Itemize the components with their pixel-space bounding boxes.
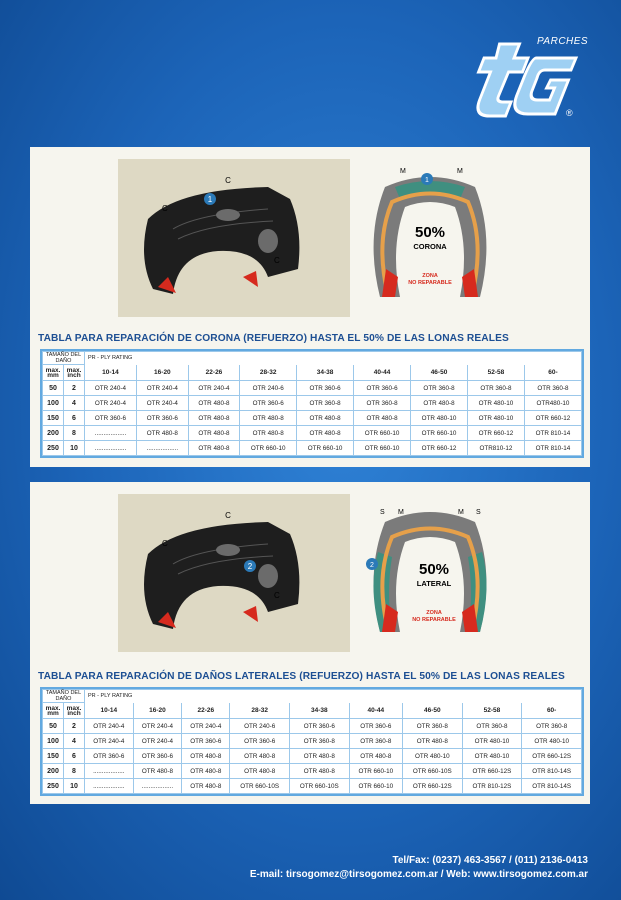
size-inch-header: max. inch: [64, 703, 85, 719]
patch-cell: OTR 360-6: [85, 749, 134, 764]
patch-cell: OTR 810-14: [524, 441, 581, 456]
table-title: TABLA PARA REPARACIÓN DE CORONA (REFUERZO) HASTA EL 50% DE LAS LONAS REALES: [38, 333, 509, 344]
patch-cell: OTR 360-6: [182, 734, 230, 749]
table-row: [43, 441, 582, 456]
ply-range-header: 10-14: [85, 703, 134, 719]
patch-cell: OTR 810-14S: [522, 779, 582, 794]
ply-header: PR - PLY RATING: [85, 690, 582, 703]
size-inch: 4: [64, 734, 85, 749]
svg-text:M: M: [398, 509, 404, 516]
illustration-pointer: [334, 560, 350, 588]
patch-cell: OTR 480-10: [467, 396, 524, 411]
ply-range-header: 46-50: [403, 703, 463, 719]
ply-range-header: 16-20: [133, 703, 182, 719]
patch-cell: OTR 480-8: [230, 749, 290, 764]
size-inch: 6: [64, 411, 85, 426]
patch-cell: OTR 480-8: [349, 749, 402, 764]
patch-cell: OTR 360-8: [524, 381, 581, 396]
svg-text:S: S: [380, 509, 385, 516]
patch-cell: OTR 660-12: [524, 411, 581, 426]
size-inch: 4: [64, 396, 85, 411]
patch-cell: OTR 360-8: [462, 719, 522, 734]
size-header: TAMAÑO DEL DAÑO: [43, 352, 85, 365]
patch-cell: OTR 360-6: [290, 719, 350, 734]
table-row: [43, 426, 582, 441]
patch-cell: OTR 660-10: [349, 779, 402, 794]
svg-text:M: M: [457, 168, 463, 175]
patch-cell: OTR 240-4: [85, 381, 137, 396]
ply-range-header: 46-50: [411, 365, 468, 381]
patch-cell: OTR 240-4: [136, 396, 188, 411]
patch-cell: OTR 240-4: [85, 734, 134, 749]
svg-text:S: S: [476, 509, 481, 516]
patch-cell: OTR 240-6: [230, 719, 290, 734]
patch-cell: ..................: [85, 426, 137, 441]
patch-cell: OTR 360-6: [136, 411, 188, 426]
patch-cell: OTR 480-8: [182, 779, 230, 794]
patch-cell: OTR 480-8: [230, 764, 290, 779]
tire-illustration-lateral: [118, 494, 350, 652]
patch-cell: OTR 480-8: [240, 411, 297, 426]
patch-cell: OTR 240-6: [240, 381, 297, 396]
size-mm: 150: [43, 749, 64, 764]
patch-cell: OTR 810-14S: [522, 764, 582, 779]
ply-range-header: 60-: [524, 365, 581, 381]
svg-text:LATERAL: LATERAL: [416, 579, 452, 588]
patch-cell: OTR 360-8: [522, 719, 582, 734]
measure-label: C: [225, 176, 231, 185]
repair-table: [40, 349, 584, 458]
patch-cell: OTR 660-12S: [403, 779, 463, 794]
patch-cell: OTR 360-8: [411, 381, 468, 396]
size-mm: 100: [43, 396, 64, 411]
size-mm: 250: [43, 779, 64, 794]
size-mm-header: max. mm: [43, 365, 64, 381]
table-row: [43, 411, 582, 426]
patch-cell: OTR 360-8: [467, 381, 524, 396]
ply-range-header: 40-44: [354, 365, 411, 381]
patch-cell: OTR 240-4: [182, 719, 230, 734]
size-inch: 10: [64, 779, 85, 794]
table-row: [43, 734, 582, 749]
patch-cell: OTR 480-8: [133, 764, 182, 779]
svg-text:2: 2: [370, 562, 374, 569]
patch-cell: OTR 660-12S: [522, 749, 582, 764]
illustration-pointer: [334, 225, 350, 253]
size-mm: 150: [43, 411, 64, 426]
tire-illustration-crown: [118, 159, 350, 317]
patch-cell: OTR 480-8: [240, 426, 297, 441]
patch-cell: OTR 360-8: [349, 734, 402, 749]
patch-cell: OTR 240-4: [133, 734, 182, 749]
ply-range-header: 22-26: [182, 703, 230, 719]
registered-mark: ®: [566, 108, 573, 118]
footer-contact: E-mail: tirsogomez@tirsogomez.com.ar / Web: www.tirsogomez.com.ar: [249, 869, 588, 880]
size-inch: 6: [64, 749, 85, 764]
svg-text:C: C: [225, 511, 231, 520]
lateral-repair-panel: [30, 482, 590, 804]
patch-cell: OTR 660-10S: [403, 764, 463, 779]
repair-table: [40, 687, 584, 796]
patch-cell: OTR 480-8: [297, 426, 354, 441]
svg-text:C: C: [274, 256, 280, 265]
patch-cell: OTR 480-10: [403, 749, 463, 764]
ply-range-header: 52-58: [462, 703, 522, 719]
patch-cell: OTR 480-8: [290, 749, 350, 764]
patch-cell: OTR 480-8: [403, 734, 463, 749]
patch-cell: OTR 360-6: [240, 396, 297, 411]
size-mm: 200: [43, 426, 64, 441]
ply-range-header: 60-: [522, 703, 582, 719]
table-row: [43, 396, 582, 411]
patch-cell: OTR 810-12S: [462, 779, 522, 794]
cross-section-crown: [360, 157, 500, 312]
svg-text:ZONA: ZONA: [426, 610, 442, 616]
crown-repair-panel: [30, 147, 590, 467]
patch-cell: OTR 480-10: [462, 734, 522, 749]
patch-cell: OTR 660-12: [467, 426, 524, 441]
patch-cell: OTR810-12: [467, 441, 524, 456]
patch-cell: OTR 480-10: [462, 749, 522, 764]
ply-range-header: 34-38: [297, 365, 354, 381]
ply-range-header: 52-58: [467, 365, 524, 381]
patch-cell: OTR 660-10S: [290, 779, 350, 794]
size-mm: 250: [43, 441, 64, 456]
patch-cell: OTR 360-6: [85, 411, 137, 426]
patch-cell: OTR 480-10: [467, 411, 524, 426]
size-inch: 2: [64, 719, 85, 734]
size-inch: 10: [64, 441, 85, 456]
size-mm-header: max. mm: [43, 703, 64, 719]
patch-cell: OTR 480-8: [136, 426, 188, 441]
patch-cell: OTR 480-8: [297, 411, 354, 426]
patch-cell: OTR 360-6: [349, 719, 402, 734]
svg-text:M: M: [458, 509, 464, 516]
svg-text:1: 1: [425, 177, 429, 184]
svg-text:NO REPARABLE: NO REPARABLE: [412, 617, 456, 623]
patch-cell: OTR 240-4: [85, 396, 137, 411]
patch-cell: OTR 360-8: [297, 396, 354, 411]
svg-text:2: 2: [247, 562, 253, 571]
table-title: TABLA PARA REPARACIÓN DE DAÑOS LATERALES (REFUERZO) HASTA EL 50% DE LAS LONAS REALES: [38, 671, 565, 682]
patch-cell: OTR 660-10: [349, 764, 402, 779]
ply-range-header: 16-20: [136, 365, 188, 381]
size-inch: 8: [64, 764, 85, 779]
table-row: [43, 764, 582, 779]
patch-cell: OTR 240-4: [133, 719, 182, 734]
table-row: [43, 779, 582, 794]
ply-range-header: 40-44: [349, 703, 402, 719]
patch-cell: OTR 240-4: [136, 381, 188, 396]
patch-cell: OTR 480-8: [188, 396, 239, 411]
ply-range-header: 34-38: [290, 703, 350, 719]
size-mm: 100: [43, 734, 64, 749]
brand-subtitle: PARCHES: [537, 36, 589, 47]
patch-cell: OTR 660-12S: [462, 764, 522, 779]
size-mm: 50: [43, 381, 64, 396]
patch-cell: ..................: [85, 779, 134, 794]
patch-cell: OTR 660-10: [411, 426, 468, 441]
patch-cell: OTR 360-8: [290, 734, 350, 749]
table-row: [43, 381, 582, 396]
patch-cell: OTR 660-12: [411, 441, 468, 456]
diagram-callout: 1: [207, 195, 213, 204]
patch-cell: OTR 360-8: [403, 719, 463, 734]
patch-cell: OTR 480-8: [290, 764, 350, 779]
patch-cell: OTR 240-4: [188, 381, 239, 396]
patch-cell: OTR 660-10: [354, 426, 411, 441]
patch-cell: OTR 360-6: [297, 381, 354, 396]
patch-cell: OTR 660-10: [297, 441, 354, 456]
patch-cell: OTR 240-4: [85, 719, 134, 734]
svg-text:M: M: [400, 168, 406, 175]
patch-cell: OTR 480-8: [188, 441, 239, 456]
ply-range-header: 22-26: [188, 365, 239, 381]
size-inch: 8: [64, 426, 85, 441]
patch-cell: ..................: [85, 441, 137, 456]
table-row: [43, 749, 582, 764]
ply-range-header: 28-32: [240, 365, 297, 381]
patch-cell: OTR 480-8: [182, 764, 230, 779]
patch-cell: OTR 360-8: [354, 396, 411, 411]
patch-cell: OTR480-10: [524, 396, 581, 411]
patch-cell: ..................: [85, 764, 134, 779]
percent-label: 50%: [414, 224, 446, 241]
patch-cell: ..................: [133, 779, 182, 794]
zone-label: CORONA: [413, 242, 447, 251]
patch-cell: OTR 480-8: [411, 396, 468, 411]
ply-range-header: 28-32: [230, 703, 290, 719]
svg-text:50%: 50%: [418, 561, 450, 578]
size-inch-header: max. inch: [64, 365, 85, 381]
patch-cell: OTR 480-10: [411, 411, 468, 426]
patch-cell: OTR 360-6: [354, 381, 411, 396]
size-header: TAMAÑO DEL DAÑO: [43, 690, 85, 703]
size-mm: 50: [43, 719, 64, 734]
patch-cell: OTR 360-6: [133, 749, 182, 764]
size-inch: 2: [64, 381, 85, 396]
svg-text:C: C: [162, 539, 168, 548]
patch-cell: OTR 480-10: [522, 734, 582, 749]
patch-cell: OTR 660-10: [240, 441, 297, 456]
ply-range-header: 10-14: [85, 365, 137, 381]
footer-phone: Tel/Fax: (0237) 463-3567 / (011) 2136-0413: [392, 855, 588, 866]
svg-text:C: C: [274, 591, 280, 600]
ply-header: PR - PLY RATING: [85, 352, 582, 365]
svg-text:ZONA: ZONA: [422, 273, 438, 279]
patch-cell: OTR 660-10S: [230, 779, 290, 794]
size-mm: 200: [43, 764, 64, 779]
patch-cell: OTR 660-10: [354, 441, 411, 456]
patch-cell: OTR 480-8: [354, 411, 411, 426]
patch-cell: OTR 810-14: [524, 426, 581, 441]
patch-cell: OTR 360-6: [230, 734, 290, 749]
svg-text:C: C: [162, 204, 168, 213]
patch-cell: OTR 480-8: [182, 749, 230, 764]
table-row: [43, 719, 582, 734]
cross-section-lateral: [350, 492, 510, 647]
patch-cell: ..................: [136, 441, 188, 456]
svg-text:NO REPARABLE: NO REPARABLE: [408, 280, 452, 286]
patch-cell: OTR 480-8: [188, 426, 239, 441]
patch-cell: OTR 480-8: [188, 411, 239, 426]
